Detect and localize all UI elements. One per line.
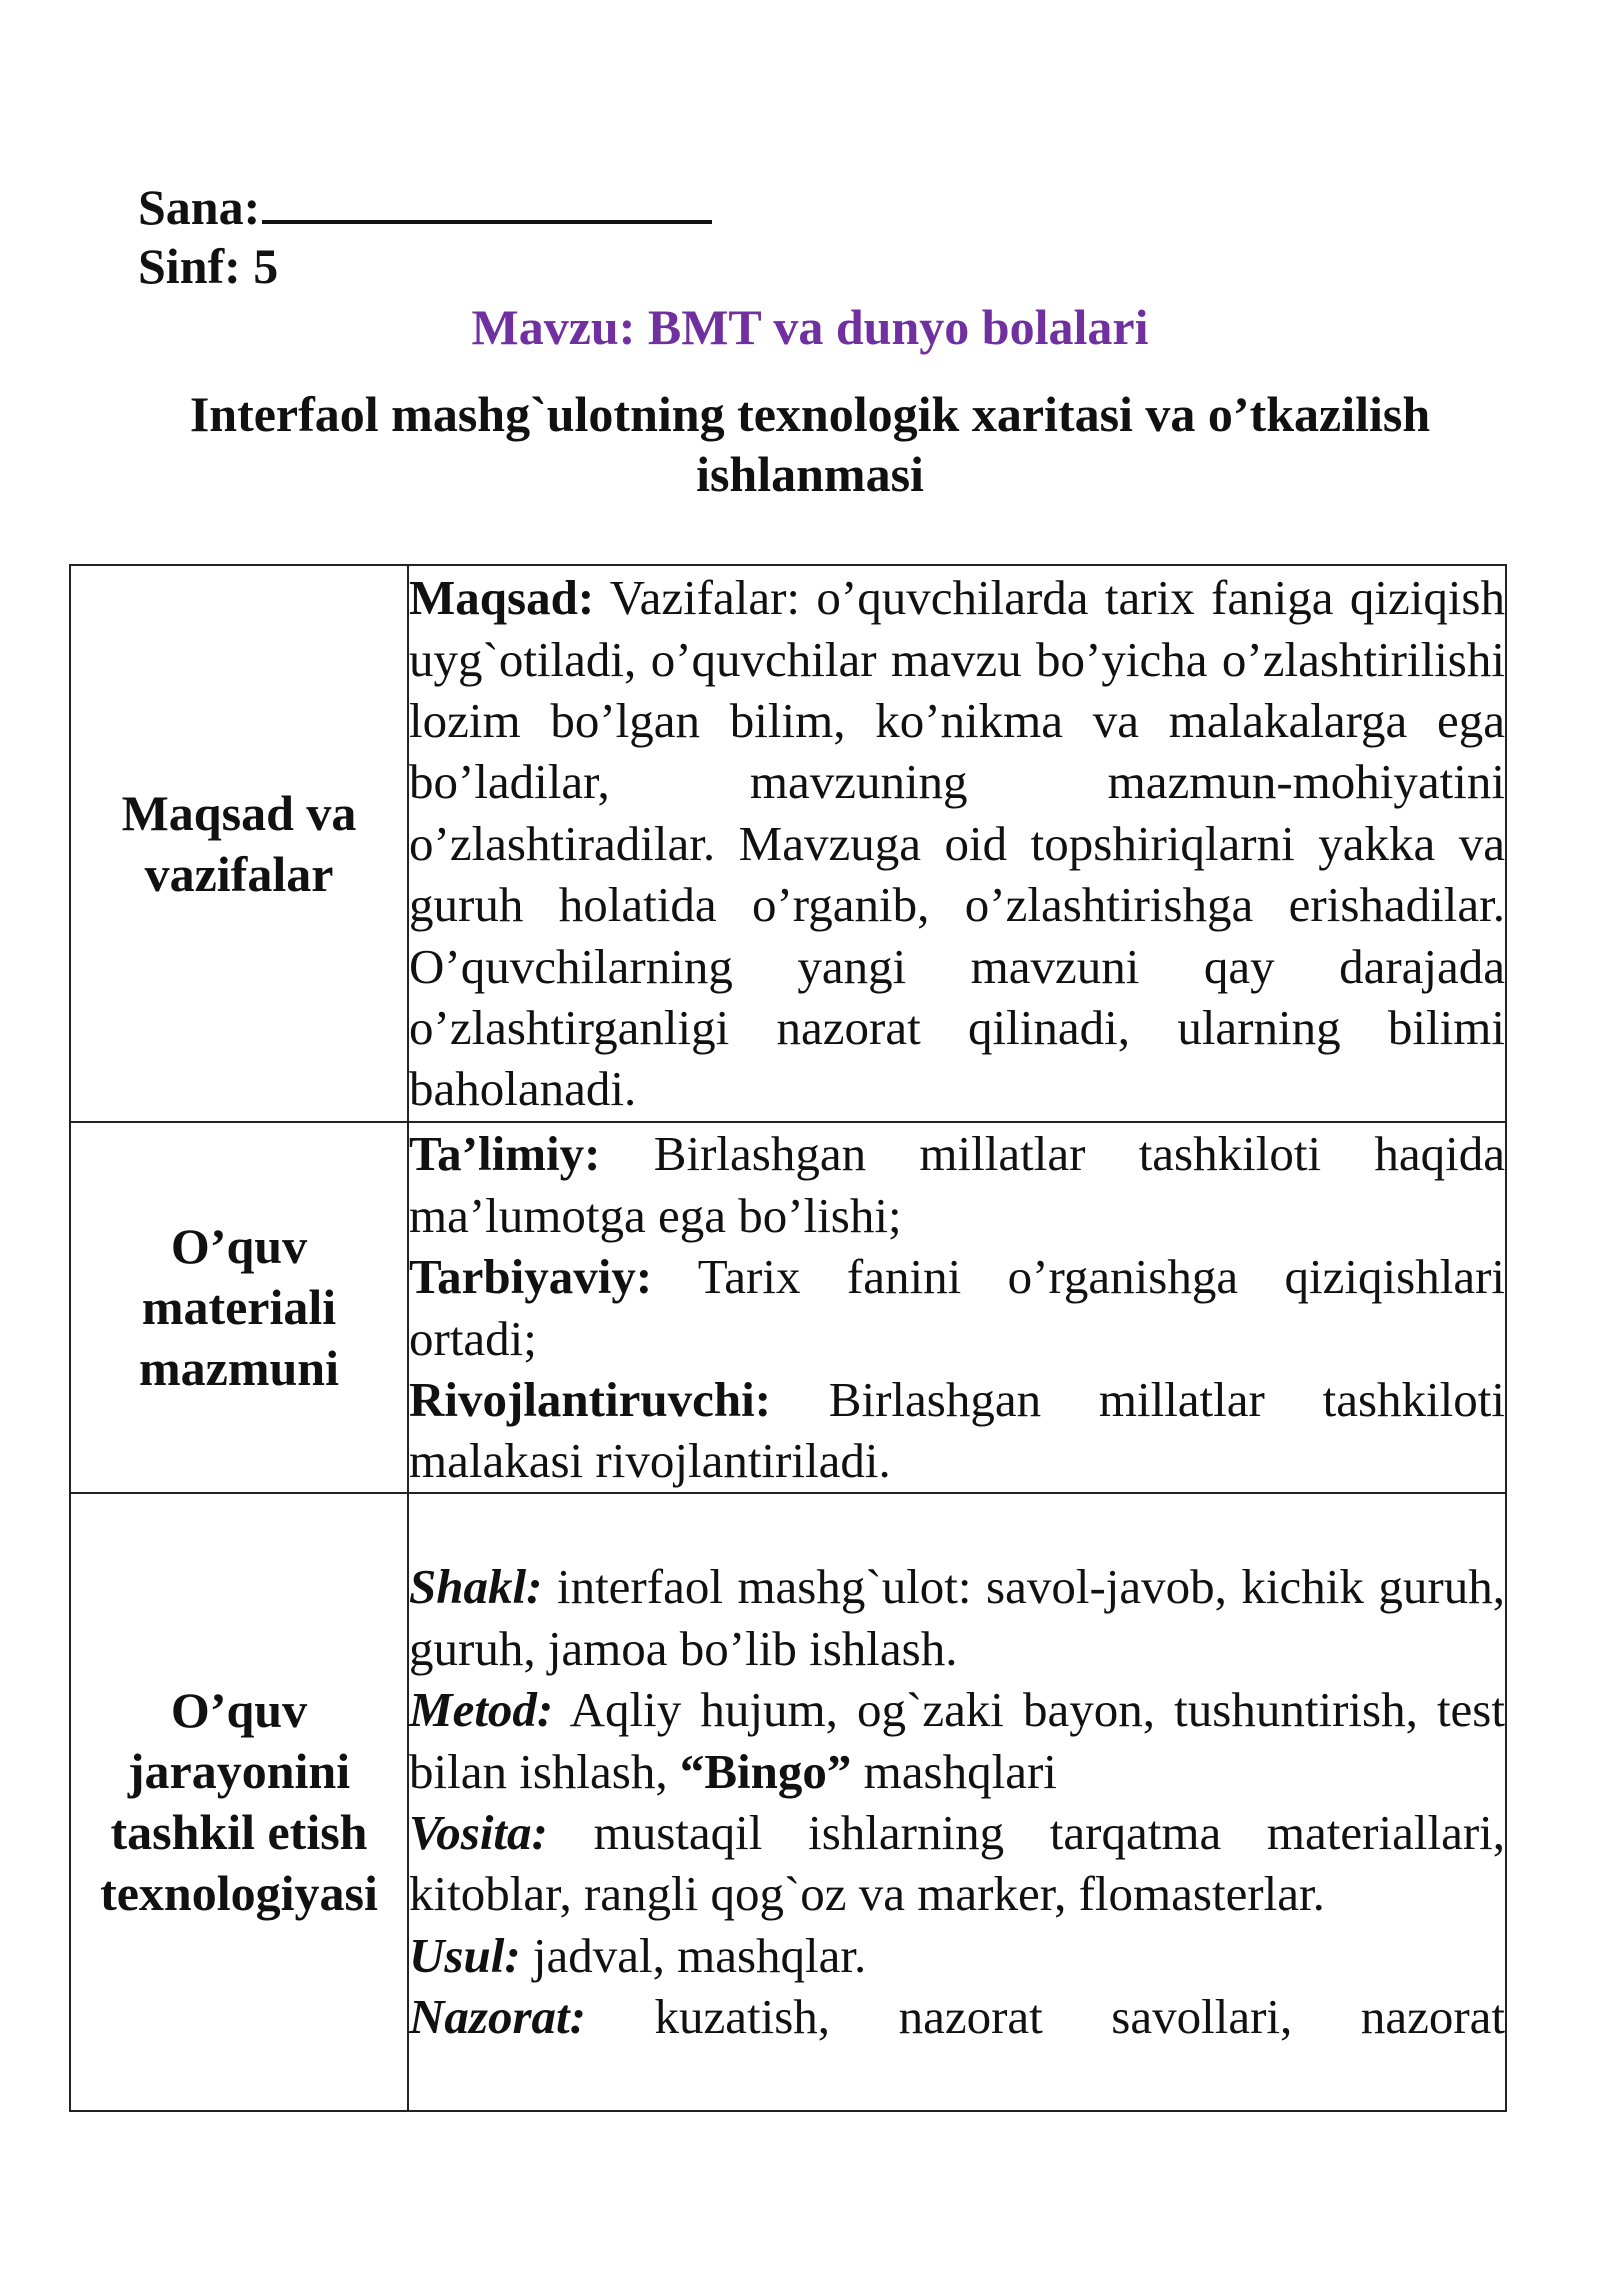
content-paragraph	[409, 1679, 1505, 1802]
row-content	[408, 565, 1506, 1122]
content-paragraph	[409, 1123, 1505, 1246]
item-key: Maqsad:	[409, 570, 595, 626]
row-label: O’quv jarayonini tashkil etish texnologiyasi	[70, 1493, 408, 2111]
item-key: Shakl:	[409, 1559, 543, 1615]
item-key: Nazorat:	[409, 1989, 586, 2045]
document-heading: Interfaol mashg`ulotning texnologik xaritasi va o’tkazilish ishlanmasi	[189, 386, 1431, 502]
class-label: Sinf: 5	[138, 238, 279, 294]
item-emphasis: “Bingo”	[679, 1743, 852, 1799]
table-row	[70, 565, 1506, 1122]
item-key: Rivojlantiruvchi:	[409, 1371, 772, 1427]
content-paragraph	[409, 1369, 1505, 1492]
item-text: kuzatish, nazorat savollari, nazorat	[585, 1989, 1505, 2045]
topic-title: Mavzu: BMT va dunyo bolalari	[471, 299, 1149, 355]
row-content	[408, 1493, 1506, 2111]
row-content	[408, 1122, 1506, 1493]
item-text: jadval, mashqlar.	[520, 1927, 867, 1983]
item-text: Birlashgan millatlar tashkiloti malakasi rivojlantiriladi.	[409, 1371, 1505, 1489]
content-paragraph	[409, 1556, 1505, 1679]
content-paragraph	[409, 567, 1505, 1120]
content-paragraph	[409, 1802, 1505, 1925]
item-text: Aqliy hujum, og`zaki bayon, tushuntirish, test bilan ishlash,	[409, 1682, 1505, 1799]
item-key: Tarbiyaviy:	[409, 1249, 653, 1305]
content-paragraph	[409, 1246, 1505, 1369]
item-key: Metod:	[409, 1682, 554, 1738]
item-text: Tarix fanini o’rganishga qiziqishlari ortadi;	[409, 1249, 1505, 1366]
table-row	[70, 1122, 1506, 1493]
lesson-plan-table	[69, 564, 1507, 2112]
item-text: Vazifalar: o’quvchilarda tarix faniga qiziqish uyg`otiladi, o’quvchilar mavzu bo’yicha o’zlashtirilishi lozim bo’lgan bilim, ko’nikma va malakalarga ega bo’ladilar, mavzuning mazmun-mohiyatini o’zlashtiradilar. Mavzuga oid topshiriqlarni yakka va guruh holatida o’rganib, o’zlashtirishga erishadilar. O’quvchilarning yangi mavzuni qay darajada o’zlashtirganligi nazorat qilinadi, ularning bilimi baholanadi.	[409, 570, 1505, 1117]
row-label: Maqsad va vazifalar	[70, 565, 408, 1122]
item-key: Vosita:	[409, 1805, 548, 1860]
content-paragraph	[409, 1925, 1505, 1986]
item-text: Birlashgan millatlar tashkiloti haqida ma’lumotga ega bo’lishi;	[409, 1126, 1505, 1243]
item-text: interfaol mashg`ulot: savol-javob, kichik guruh, guruh, jamoa bo’lib ishlash.	[409, 1559, 1505, 1676]
content-paragraph	[409, 1986, 1505, 2047]
item-text-tail: mashqlari	[851, 1743, 1057, 1799]
date-blank-line	[262, 176, 712, 224]
table-row	[70, 1493, 1506, 2111]
item-key: Ta’limiy:	[409, 1126, 601, 1182]
row-label: O’quv materiali mazmuni	[70, 1122, 408, 1493]
date-label: Sana:	[138, 176, 712, 237]
item-key: Usul:	[409, 1927, 521, 1983]
item-text: mustaqil ishlarning tarqatma materiallari, kitoblar, rangli qog`oz va marker, flomasterlar.	[409, 1805, 1505, 1922]
